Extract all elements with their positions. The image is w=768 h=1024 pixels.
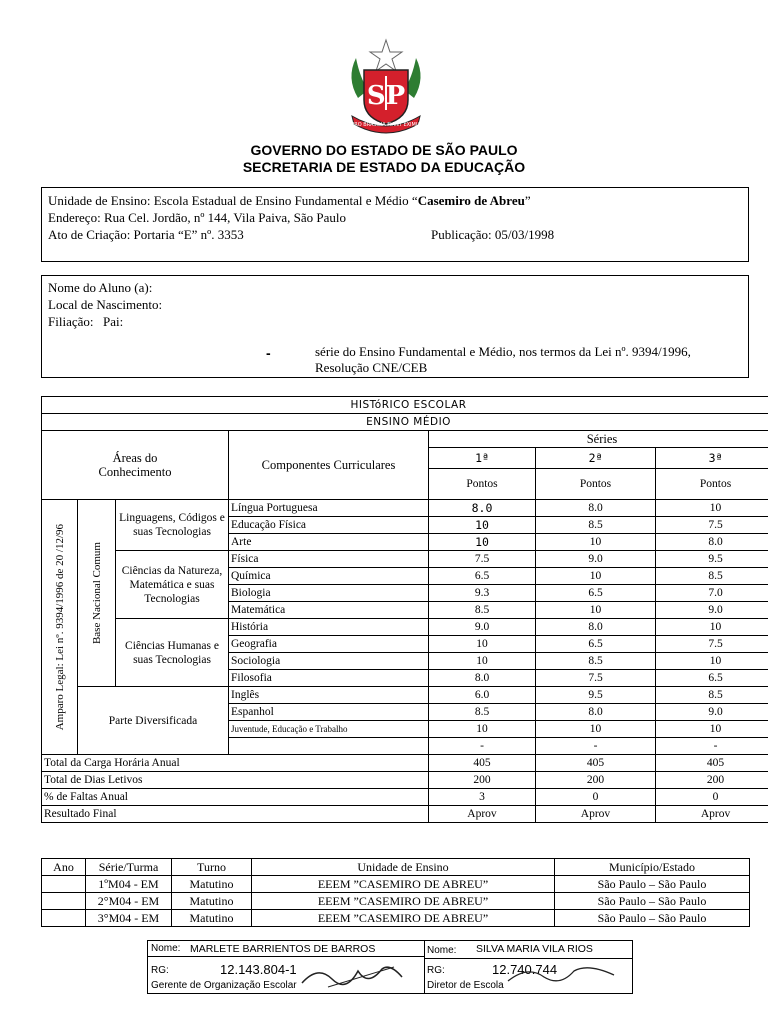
grade-3: 8.5: [656, 687, 768, 704]
left-rg: 12.143.804-1: [220, 962, 297, 977]
grade-1: 9.0: [429, 619, 536, 636]
grade-1: 10: [429, 534, 536, 551]
area-humanities: Ciências Humanas e suas Tecnologias: [116, 619, 229, 687]
student-info-box: [41, 275, 749, 378]
year-3-header: 3ª: [656, 448, 768, 469]
year-1-header: 1ª: [429, 448, 536, 469]
school-name: Casemiro de Abreu: [417, 193, 525, 208]
col-school-header: Unidade de Ensino: [252, 859, 555, 876]
class-name: 2°M04 - EM: [86, 893, 172, 910]
right-role: Diretor de Escola: [427, 980, 504, 991]
grade-1: 10: [429, 636, 536, 653]
filiation-label: Filiação:: [48, 314, 94, 329]
grade-3: 9.0: [656, 704, 768, 721]
subject-name: Espanhol: [229, 704, 429, 721]
grade-3: 10: [656, 653, 768, 670]
grade-2: 6.5: [536, 636, 656, 653]
class-school: EEEM ”CASEMIRO DE ABREU”: [252, 876, 555, 893]
table-row: [42, 893, 750, 910]
subject-name: Química: [229, 568, 429, 585]
grade-3: 9.5: [656, 551, 768, 568]
subject-name: Biologia: [229, 585, 429, 602]
sao-paulo-coat-of-arms: [338, 38, 434, 134]
total-value-2: 0: [536, 789, 656, 806]
grade-2: -: [536, 738, 656, 755]
total-value-1: 200: [429, 772, 536, 789]
class-history-table: [41, 858, 750, 927]
school-unit-line: Unidade de Ensino: Escola Estadual de Ensino Fundamental e Médio “Casemiro de Abreu”: [48, 193, 531, 208]
grade-3: 7.5: [656, 636, 768, 653]
total-value-1: Aprov: [429, 806, 536, 823]
class-city: São Paulo – São Paulo: [555, 876, 750, 893]
left-role: Gerente de Organização Escolar: [151, 980, 297, 991]
signature-stamp: [147, 940, 633, 994]
class-school: EEEM ”CASEMIRO DE ABREU”: [252, 910, 555, 927]
grade-1: 9.3: [429, 585, 536, 602]
area-sciences: Ciências da Natureza, Matemática e suas Tecnologias: [116, 551, 229, 619]
area-languages: Linguagens, Códigos e suas Tecnologias: [116, 500, 229, 551]
left-name: MARLETE BARRIENTOS DE BARROS: [190, 943, 376, 955]
legal-basis-cell: [42, 500, 78, 755]
total-hours-label: Total da Carga Horária Anual: [42, 755, 429, 772]
series-text-line-2: Resolução CNE/CEB: [315, 360, 428, 375]
right-signature-icon: [504, 959, 624, 989]
grade-2: 8.5: [536, 653, 656, 670]
total-value-2: 405: [536, 755, 656, 772]
class-name: 3°M04 - EM: [86, 910, 172, 927]
grade-1: 8.0: [429, 670, 536, 687]
school-creation: Ato de Criação: Portaria “E” nº. 3353: [48, 227, 244, 242]
grade-3: 10: [656, 619, 768, 636]
series-dash: -: [266, 345, 271, 361]
grade-1: 6.5: [429, 568, 536, 585]
grade-1: 10: [429, 653, 536, 670]
history-subtitle: ENSINO MÉDIO: [42, 414, 768, 431]
grade-2: 10: [536, 602, 656, 619]
col-city-header: Município/Estado: [555, 859, 750, 876]
class-shift: Matutino: [172, 910, 252, 927]
total-days-label: Total de Dias Letivos: [42, 772, 429, 789]
left-rg-label: RG:: [151, 965, 169, 976]
class-shift: Matutino: [172, 893, 252, 910]
class-city: São Paulo – São Paulo: [555, 893, 750, 910]
father-label: Pai:: [103, 314, 124, 329]
grade-3: 8.5: [656, 568, 768, 585]
class-year: [42, 876, 86, 893]
total-value-3: 405: [656, 755, 768, 772]
subject-name: Filosofia: [229, 670, 429, 687]
subject-name: Juventude, Educação e Trabalho: [229, 721, 429, 738]
government-title: GOVERNO DO ESTADO DE SÃO PAULO: [250, 142, 518, 158]
class-school: EEEM ”CASEMIRO DE ABREU”: [252, 893, 555, 910]
grade-3: 10: [656, 500, 768, 517]
grade-1: 7.5: [429, 551, 536, 568]
total-value-2: Aprov: [536, 806, 656, 823]
grade-1: 8.5: [429, 602, 536, 619]
total-value-1: 3: [429, 789, 536, 806]
birthplace-label: Local de Nascimento:: [48, 297, 163, 312]
points-header-3: Pontos: [656, 469, 768, 500]
grade-1: 10: [429, 721, 536, 738]
subject-name: Língua Portuguesa: [229, 500, 429, 517]
subject-name: Arte: [229, 534, 429, 551]
class-year: [42, 910, 86, 927]
subject-name: Física: [229, 551, 429, 568]
grade-3: 10: [656, 721, 768, 738]
school-address: Endereço: Rua Cel. Jordão, nº 144, Vila Paiva, São Paulo: [48, 210, 346, 225]
crest-motto: PRO BRASILIA FIANT EXIMIA: [351, 122, 421, 128]
grade-2: 9.0: [536, 551, 656, 568]
class-year: [42, 893, 86, 910]
col-year-header: Ano: [42, 859, 86, 876]
right-name: SILVA MARIA VILA RIOS: [476, 943, 593, 955]
total-value-1: 405: [429, 755, 536, 772]
subject-name: Matemática: [229, 602, 429, 619]
class-city: São Paulo – São Paulo: [555, 910, 750, 927]
grade-2: 8.0: [536, 500, 656, 517]
grade-3: 6.5: [656, 670, 768, 687]
grade-1: -: [429, 738, 536, 755]
grade-3: 8.0: [656, 534, 768, 551]
absences-label: % de Faltas Anual: [42, 789, 429, 806]
secretariat-title: SECRETARIA DE ESTADO DA EDUCAÇÃO: [242, 159, 526, 175]
grade-2: 10: [536, 568, 656, 585]
subject-name: Inglês: [229, 687, 429, 704]
col-shift-header: Turno: [172, 859, 252, 876]
right-rg: 12.740.744: [492, 962, 558, 977]
right-signature-block: [424, 941, 632, 993]
grade-2: 10: [536, 534, 656, 551]
components-header: Componentes Curriculares: [229, 431, 429, 500]
grade-3: 7.5: [656, 517, 768, 534]
total-value-3: 0: [656, 789, 768, 806]
grade-history-table: [41, 396, 768, 823]
subject-name: Geografia: [229, 636, 429, 653]
school-publication: Publicação: 05/03/1998: [431, 227, 555, 242]
grade-3: -: [656, 738, 768, 755]
col-class-header: Série/Turma: [86, 859, 172, 876]
points-header-1: Pontos: [429, 469, 536, 500]
base-label: Base Nacional Comum: [90, 541, 103, 645]
school-info-box: [41, 187, 749, 262]
crest-letters: SP: [366, 81, 406, 111]
left-name-label: Nome:: [151, 943, 181, 954]
subject-name: Sociologia: [229, 653, 429, 670]
left-signature-icon: [298, 957, 408, 991]
class-name: 1ºM04 - EM: [86, 876, 172, 893]
base-cell: [78, 500, 116, 687]
grade-3: 9.0: [656, 602, 768, 619]
grade-1: 8.0: [429, 500, 536, 517]
table-row: [42, 910, 750, 927]
grade-2: 8.5: [536, 517, 656, 534]
class-shift: Matutino: [172, 876, 252, 893]
grade-2: 8.0: [536, 619, 656, 636]
grade-1: 6.0: [429, 687, 536, 704]
points-header-2: Pontos: [536, 469, 656, 500]
grade-2: 7.5: [536, 670, 656, 687]
total-value-2: 200: [536, 772, 656, 789]
grade-1: 10: [429, 517, 536, 534]
final-result-label: Resultado Final: [42, 806, 429, 823]
grade-2: 6.5: [536, 585, 656, 602]
series-text-line-1: série do Ensino Fundamental e Médio, nos termos da Lei nº. 9394/1996,: [315, 344, 691, 359]
left-signature-block: [148, 941, 425, 993]
area-diversified: Parte Diversificada: [78, 687, 229, 755]
subject-name: Educação Física: [229, 517, 429, 534]
grade-2: 8.0: [536, 704, 656, 721]
right-name-label: Nome:: [427, 945, 457, 956]
areas-header: Áreas do Conhecimento: [42, 431, 229, 500]
year-2-header: 2ª: [536, 448, 656, 469]
grade-3: 7.0: [656, 585, 768, 602]
grade-2: 10: [536, 721, 656, 738]
grade-1: 8.5: [429, 704, 536, 721]
series-header: Séries: [429, 431, 768, 448]
student-name-label: Nome do Aluno (a):: [48, 280, 153, 295]
right-rg-label: RG:: [427, 965, 445, 976]
subject-name: História: [229, 619, 429, 636]
total-value-3: Aprov: [656, 806, 768, 823]
subject-name: [229, 738, 429, 755]
history-title: HISTóRICO ESCOLAR: [42, 397, 768, 414]
total-value-3: 200: [656, 772, 768, 789]
grade-2: 9.5: [536, 687, 656, 704]
legal-basis: Amparo Legal: Lei nº. 9394/1996 de 20 /12/96: [53, 523, 66, 731]
table-row: [42, 876, 750, 893]
